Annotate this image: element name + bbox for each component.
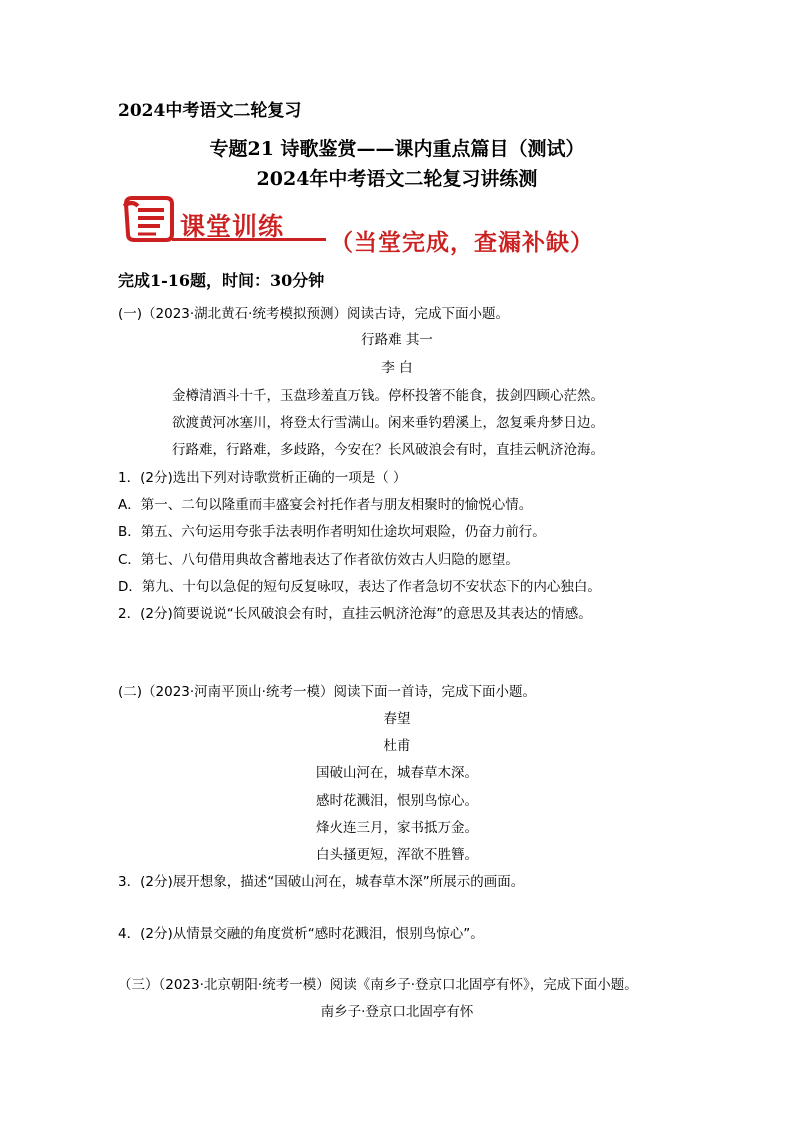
header-label: 2024中考语文二轮复习 — [118, 101, 302, 121]
question-1: 1．(2分)选出下列对诗歌赏析正确的一项是（ ） — [118, 470, 407, 486]
option-b: B．第五、六句运用夸张手法表明作者明知仕途坎坷艰险，仍奋力前行。 — [118, 524, 546, 540]
option-c: C．第七、八句借用典故含蓄地表达了作者欲仿效古人归隐的愿望。 — [118, 552, 519, 568]
option-a: A．第一、二句以隆重而丰盛宴会衬托作者与朋友相聚时的愉悦心情。 — [118, 497, 533, 513]
document-title: 专题21 诗歌鉴赏——课内重点篇目（测试） — [209, 138, 585, 160]
document-subtitle: 2024年中考语文二轮复习讲练测 — [256, 168, 538, 190]
section2-poem-line: 烽火连三月，家书抵万金。 — [316, 820, 478, 836]
section2-poem-title: 春望 — [383, 711, 411, 727]
section1-intro: (一)（2023·湖北黄石·统考模拟预测）阅读古诗，完成下面小题。 — [118, 306, 509, 322]
section1-poem-title: 行路难 其一 — [361, 332, 433, 348]
section1-poem-line: 欲渡黄河冰塞川，将登太行雪满山。闲来垂钓碧溪上，忽复乘舟梦日边。 — [172, 415, 604, 431]
section1-poem-line: 行路难，行路难，多歧路，今安在？长风破浪会有时，直挂云帆济沧海。 — [172, 442, 604, 458]
banner-note: （当堂完成，查漏补缺） — [330, 229, 594, 256]
section2-poem-author: 杜甫 — [383, 738, 411, 754]
question-4: 4．(2分)从情景交融的角度赏析“感时花溅泪，恨别鸟惊心”。 — [118, 926, 484, 942]
banner-label: 课堂训练 — [180, 212, 285, 241]
time-instruction: 完成1-16题，时间：30分钟 — [118, 271, 325, 290]
scroll-icon — [120, 196, 180, 242]
section3-intro: （三）（2023·北京朝阳·统考一模）阅读《南乡子·登京口北固亭有怀》，完成下面小题。 — [118, 977, 638, 993]
section3-poem-title: 南乡子·登京口北固亭有怀 — [320, 1004, 474, 1020]
section1-poem-author: 李 白 — [381, 360, 413, 376]
section2-poem-line: 感时花溅泪，恨别鸟惊心。 — [316, 793, 478, 809]
section2-poem-line: 白头搔更短，浑欲不胜簪。 — [316, 847, 478, 863]
question-3: 3．(2分)展开想象，描述“国破山河在，城春草木深”所展示的画面。 — [118, 874, 525, 890]
section2-intro: (二)（2023·河南平顶山·统考一模）阅读下面一首诗，完成下面小题。 — [118, 684, 536, 700]
question-2: 2．(2分)简要说说“长风破浪会有时，直挂云帆济沧海”的意思及其表达的情感。 — [118, 606, 592, 622]
section1-poem-line: 金樽清酒斗十千，玉盘珍羞直万钱。停杯投箸不能食，拔剑四顾心茫然。 — [172, 388, 604, 404]
section2-poem-line: 国破山河在，城春草木深。 — [316, 765, 478, 781]
option-d: D．第九、十句以急促的短句反复咏叹，表达了作者急切不安状态下的内心独白。 — [118, 579, 601, 595]
